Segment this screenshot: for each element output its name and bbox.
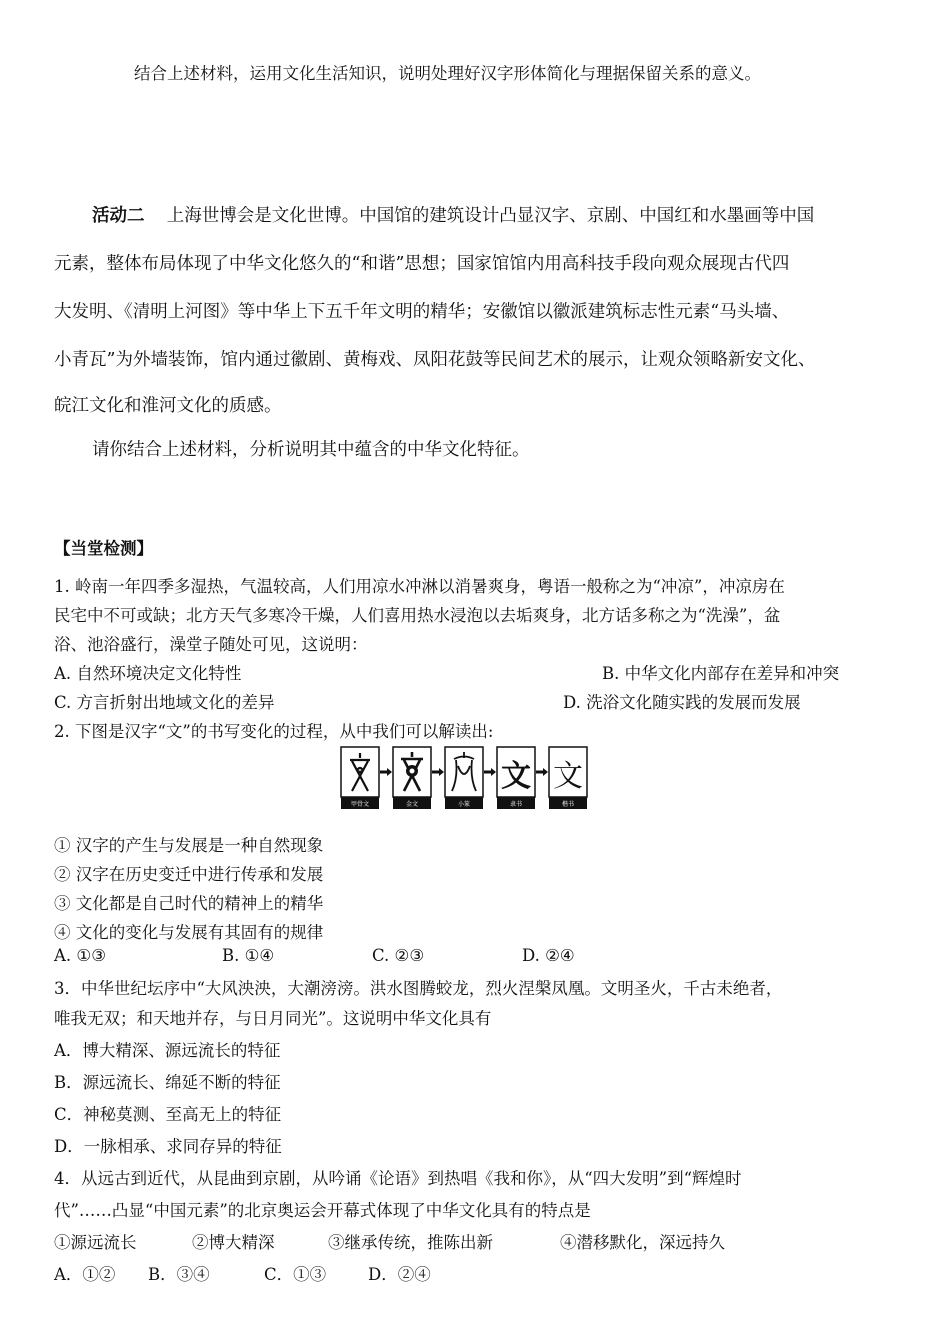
bronze-glyph (393, 747, 431, 809)
activity2-first-line (92, 202, 814, 227)
figure-label-1: 甲骨文 (350, 801, 370, 808)
q2-option-b: B. ①④ (222, 946, 275, 965)
q2-option-c: C. ②③ (372, 946, 425, 965)
q1-line-3: 浴、池浴盛行，澡堂子随处可见，这说明： (54, 635, 368, 654)
activity2-line-4: 小青瓦”为外墙装饰，馆内通过徽剧、黄梅戏、凤阳花鼓等民间艺术的展示，让观众领略新安文化、 (54, 350, 816, 370)
q2-item-3: ③ 文化都是自己时代的精神上的精华 (54, 894, 324, 913)
clerical-glyph (497, 747, 535, 809)
activity2-line-5: 皖江文化和淮河文化的质感。 (54, 396, 282, 416)
q4-item-3: ③继承传统，推陈出新 (328, 1233, 493, 1252)
activity2-label: 活动二 (92, 206, 145, 226)
q1-line-2: 民宅中不可或缺；北方天气多寒冷干燥，人们喜用热水浸泡以去垢爽身，北方话多称之为“洗澡”，盆 (54, 606, 781, 625)
small-seal-glyph (445, 747, 483, 809)
q4-answer-c: C．①③ (264, 1265, 327, 1284)
figure-label-3: 小篆 (457, 801, 471, 808)
q2-item-1: ① 汉字的产生与发展是一种自然现象 (54, 836, 324, 855)
q2-option-a: A. ①③ (54, 946, 106, 965)
q4-line-1: 4．从远古到近代，从昆曲到京剧，从吟诵《论语》到热唱《我和你》，从“四大发明”到“辉煌时 (54, 1169, 742, 1188)
q1-option-c: C. 方言折射出地域文化的差异 (54, 693, 275, 712)
q1-option-d: D. 洗浴文化随实践的发展而发展 (563, 693, 801, 712)
q3-option-b: B．源远流长、绵延不断的特征 (54, 1073, 281, 1092)
q3-option-a: A．博大精深、源远流长的特征 (54, 1041, 281, 1060)
q4-item-4: ④潜移默化，深远持久 (560, 1233, 725, 1252)
activity2-line-2: 元素，整体布局体现了中华文化悠久的“和谐”思想；国家馆馆内用高科技手段向观众展现古代四 (54, 254, 790, 274)
figure-label-5: 楷书 (561, 801, 575, 808)
q3-line-1: 3．中华世纪坛序中“大风泱泱，大潮滂滂。洪水图腾蛟龙，烈火涅槃凤凰。文明圣火，千古未绝者， (54, 979, 783, 998)
q2-item-4: ④ 文化的变化与发展有其固有的规律 (54, 923, 324, 942)
figure-label-4: 隶书 (509, 801, 523, 808)
svg-text:文: 文 (501, 759, 531, 794)
q2-stem: 2. 下图是汉字“文”的书写变化的过程，从中我们可以解读出: (54, 722, 494, 741)
q4-item-2: ②博大精深 (192, 1233, 275, 1252)
activity2-line-1: 上海世博会是文化世博。中国馆的建筑设计凸显汉字、京剧、中国红和水墨画等中国 (166, 206, 815, 226)
oracle-bone-glyph (341, 747, 379, 809)
character-evolution-figure (340, 744, 590, 810)
q3-option-d: D．一脉相承、求同存异的特征 (54, 1137, 282, 1156)
activity2-line-3: 大发明、《清明上河图》等中华上下五千年文明的精华；安徽馆以徽派建筑标志性元素“马头墙、 (54, 302, 790, 322)
regular-script-glyph (549, 747, 587, 809)
q4-answer-a: A．①② (54, 1265, 116, 1284)
q4-item-1: ①源远流长 (54, 1233, 137, 1252)
q2-option-d: D. ②④ (522, 946, 575, 965)
q4-line-2: 代”……凸显“中国元素”的北京奥运会开幕式体现了中华文化具有的特点是 (54, 1201, 591, 1220)
activity2-question: 请你结合上述材料，分析说明其中蕴含的中华文化特征。 (92, 440, 530, 460)
q1-option-a: A. 自然环境决定文化特性 (54, 664, 242, 683)
figure-label-2: 金文 (405, 801, 419, 808)
q1-line-1: 1. 岭南一年四季多湿热，气温较高，人们用凉水冲淋以消暑爽身，粤语一般称之为“冲凉”，冲凉房在 (54, 577, 785, 596)
q3-line-2: 唯我无双；和天地并存，与日月同光”。这说明中华文化具有 (54, 1009, 492, 1028)
q3-option-c: C．神秘莫测、至高无上的特征 (54, 1105, 282, 1124)
q4-answer-d: D．②④ (368, 1265, 431, 1284)
q1-option-b: B. 中华文化内部存在差异和冲突 (602, 664, 840, 683)
section-title: 【当堂检测】 (54, 539, 153, 558)
q2-item-2: ② 汉字在历史变迁中进行传承和发展 (54, 865, 324, 884)
svg-text:文: 文 (553, 759, 583, 794)
intro-question: 结合上述材料，运用文化生活知识，说明处理好汉字形体简化与理据保留关系的意义。 (134, 64, 761, 83)
q4-answer-b: B．③④ (148, 1265, 210, 1284)
